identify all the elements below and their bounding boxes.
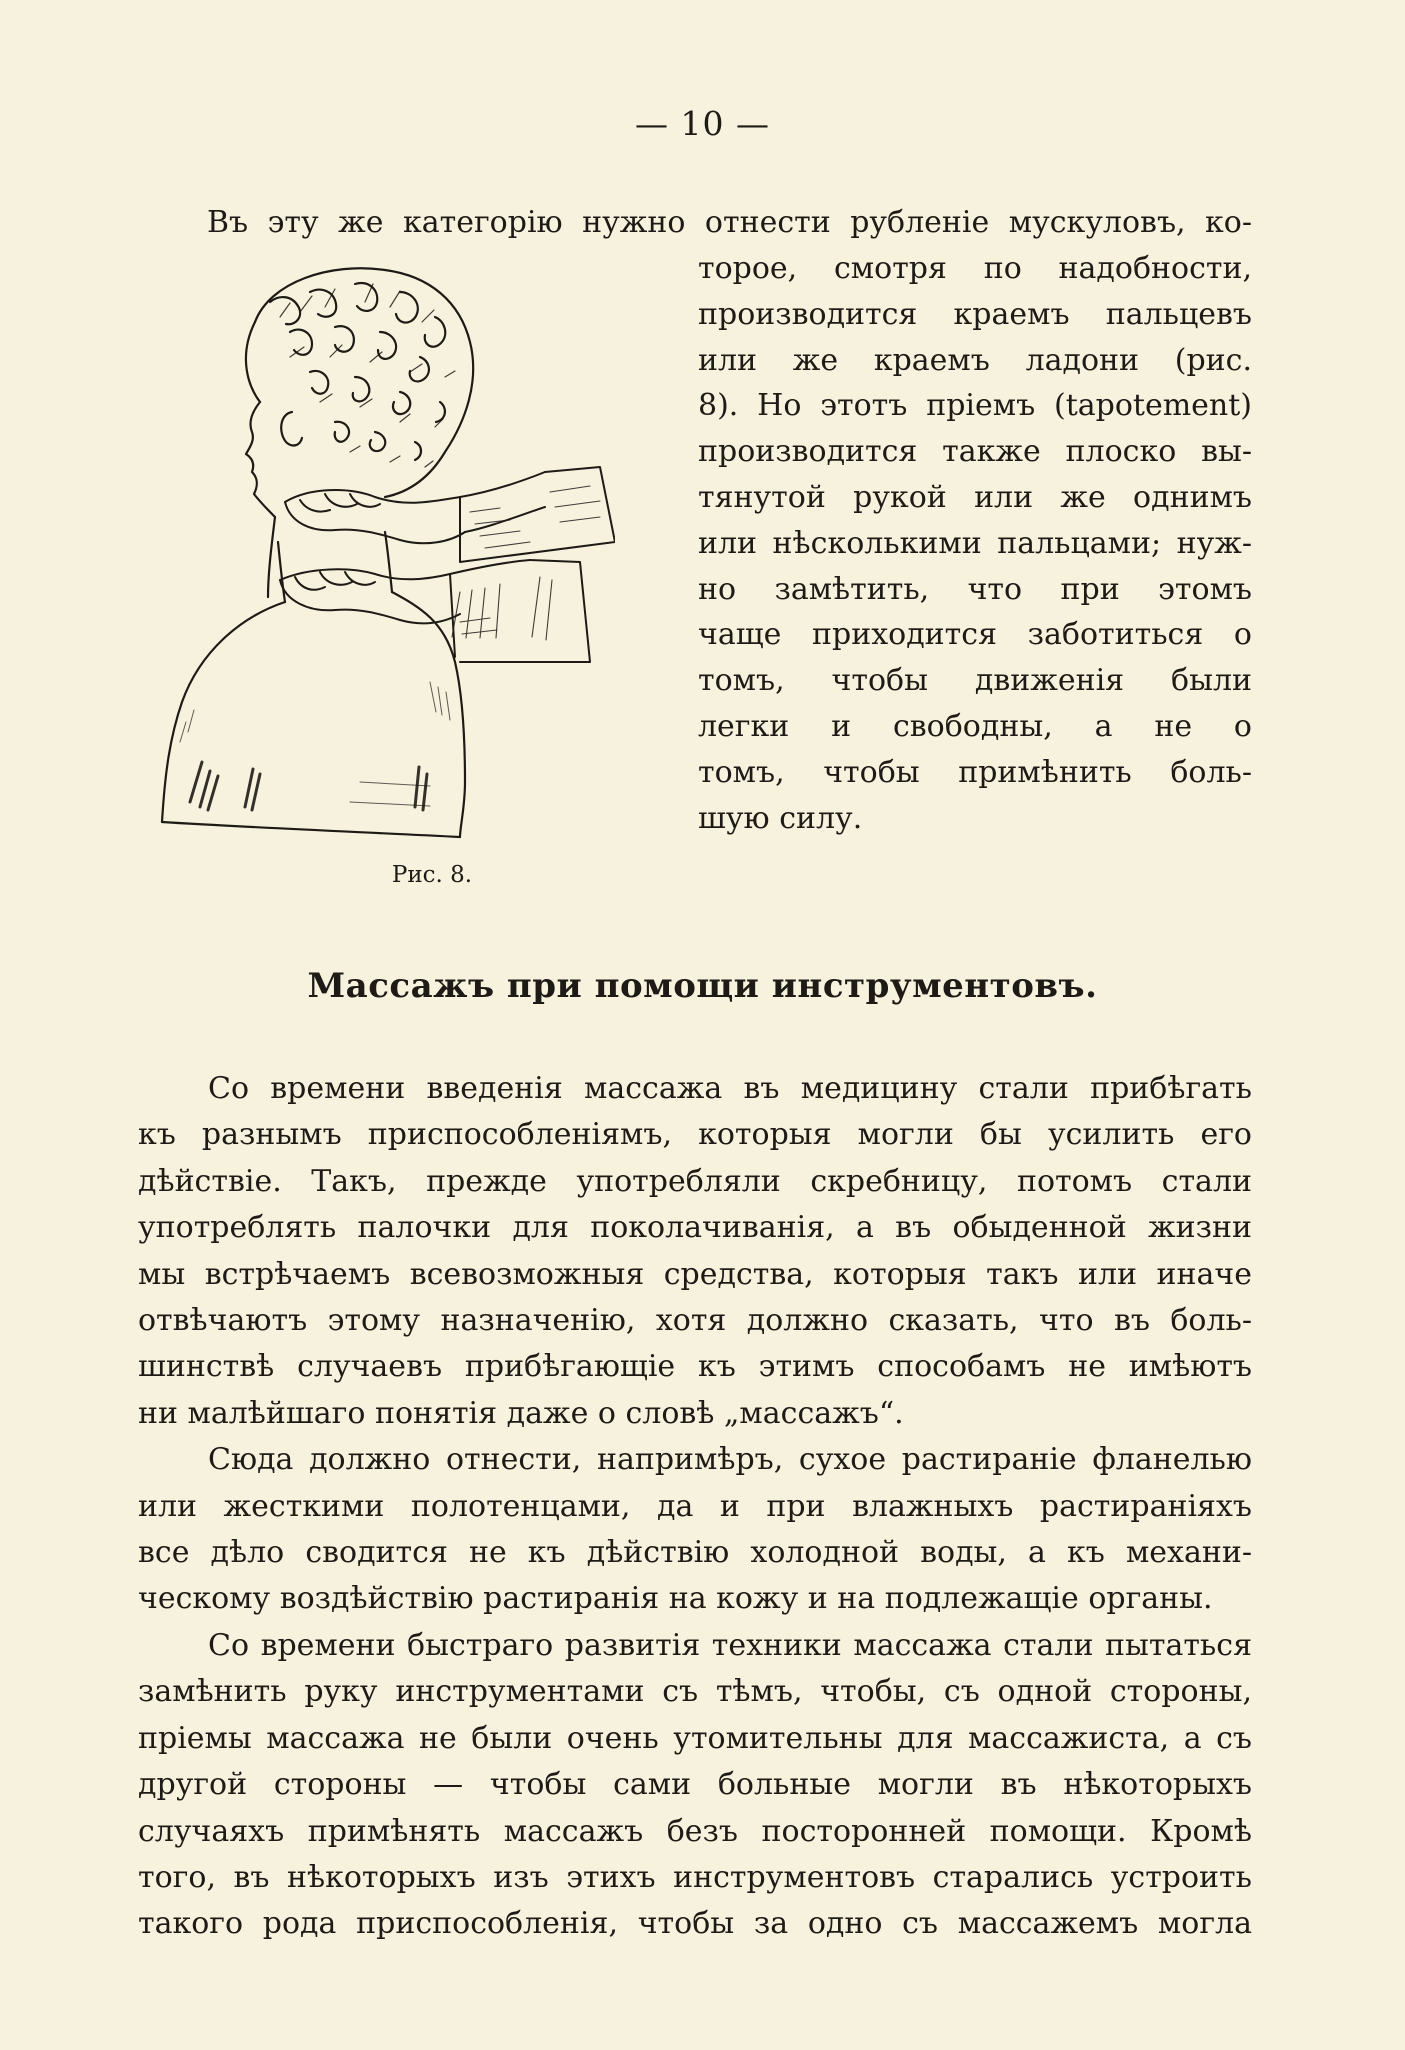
text-line: производится краемъ пальцевъ — [698, 296, 1252, 332]
text-line: случаяхъ примѣнять массажъ безъ посторонней помощи. Кромѣ — [138, 1813, 1252, 1849]
text-line: производится также плоско вы- — [698, 434, 1252, 470]
text-line: Со времени быстраго развитія техники массажа стали пытаться — [208, 1627, 1252, 1663]
text-line: Сюда должно отнести, напримѣръ, сухое растираніе фланелью — [208, 1442, 1252, 1478]
text-line: дѣйствіе. Такъ, прежде употребляли скребницу, потомъ стали — [138, 1163, 1252, 1199]
text-line: легки и свободны, а не о — [698, 708, 1252, 744]
text-line: такого рода приспособленія, чтобы за одно съ массажемъ могла — [138, 1906, 1252, 1942]
text-line: замѣнить руку инструментами съ тѣмъ, чтобы, съ одной стороны, — [138, 1674, 1252, 1710]
text-line: или жесткими полотенцами, да и при влажныхъ растираніяхъ — [138, 1488, 1252, 1524]
text-line: пріемы массажа не были очень утомительны для массажиста, а съ — [138, 1720, 1252, 1756]
text-line: но замѣтить, что при этомъ — [698, 571, 1252, 607]
text-line: ческому воздѣйствію растиранія на кожу и на подлежащіе органы. — [138, 1581, 1213, 1617]
text-line: ни малѣйшаго понятія даже о словѣ „массажъ“. — [138, 1395, 904, 1431]
text-line: употреблять палочки для поколачиванія, а въ обыденной жизни — [138, 1210, 1252, 1246]
massage-illustration-icon — [160, 262, 615, 842]
text-line: къ разнымъ приспособленіямъ, которыя могли бы усилить его — [138, 1117, 1252, 1153]
text-line: или нѣсколькими пальцами; нуж- — [698, 525, 1252, 561]
text-line: другой стороны — чтобы сами больные могли въ нѣкоторыхъ — [138, 1767, 1252, 1803]
text-line: шую силу. — [698, 800, 863, 836]
text-line: или же краемъ ладони (рис. — [698, 342, 1252, 378]
body-paragraphs — [138, 1066, 1252, 1948]
text-line: того, въ нѣкоторыхъ изъ этихъ инструментовъ старались устроить — [138, 1859, 1252, 1895]
text-line: торое, смотря по надобности, — [698, 251, 1252, 286]
section-heading: Массажъ при помощи инструментовъ. — [307, 966, 1098, 1006]
intro-wrapped-text — [698, 246, 1252, 841]
page-number: — 10 — — [635, 104, 770, 143]
text-line: томъ, чтобы движенія были — [698, 663, 1252, 699]
intro-first-line: Въ эту же категорію нужно отнести рубленіе мускуловъ, ко- — [207, 205, 1252, 240]
text-line: мы встрѣчаемъ всевозможныя средства, которыя такъ или иначе — [138, 1256, 1252, 1292]
text-line: 8). Но этотъ пріемъ (tapotement) — [698, 388, 1252, 424]
text-line: все дѣло сводится не къ дѣйствію холодной воды, а къ механи- — [138, 1535, 1252, 1571]
text-line: тянутой рукой или же однимъ — [698, 479, 1252, 515]
figure-caption: Рис. 8. — [391, 862, 473, 888]
text-line: томъ, чтобы примѣнить боль- — [698, 754, 1252, 790]
text-line: отвѣчаютъ этому назначенію, хотя должно сказать, что въ боль- — [138, 1303, 1252, 1339]
text-line: шинствѣ случаевъ прибѣгающіе къ этимъ способамъ не имѣютъ — [138, 1349, 1252, 1385]
text-line: Со времени введенія массажа въ медицину стали прибѣгать — [208, 1071, 1252, 1106]
text-line: чаще приходится заботиться о — [698, 617, 1252, 653]
